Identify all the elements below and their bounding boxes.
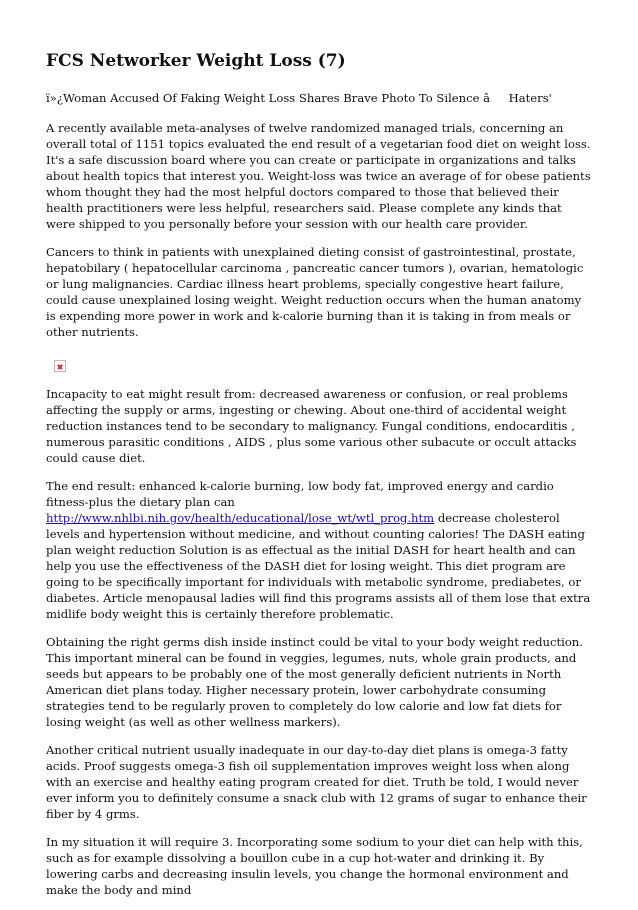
document-title: FCS Networker Weight Loss (7) <box>46 51 346 71</box>
nhlbi-link[interactable]: http://www.nhlbi.nih.gov/health/educational/lose_wt/wtl_prog.htm <box>46 511 435 525</box>
paragraph-4-before-link: The end result: enhanced k-calorie burning, low body fat, improved energy and cardio fitness-plus the dietary plan can <box>46 479 554 509</box>
paragraph-4 <box>46 478 594 622</box>
paragraph-1: A recently available meta-analyses of twelve randomized managed trials, concerning an overall total of 1151 topics evaluated the end result of a vegetarian food diet on weight loss. It's a safe discussion board where you can create or participate in organizations and talks about health topics that interest you. Weight-loss was twice an average of for obese patients whom thought they had the most helpful doctors compared to those that believed their health practitioners were less helpful, researchers said. Please complete any kinds that were shipped to you personally before your session with our health care provider. <box>46 121 591 231</box>
broken-image-icon <box>54 360 66 372</box>
paragraph-4-after-link: decrease cholesterol levels and hypertension without medicine, and without counting calories! The DASH eating plan weight reduction Solution is as effectual as the initial DASH for heart health and can help you use the effectiveness of the DASH diet for losing weight. This diet program are going to be specifically important for individuals with metabolic syndrome, prediabetes, or diabetes. Article menopausal ladies will find this programs assists all of them lose that extra midlife body weight this is certainly therefore problematic. <box>46 511 591 621</box>
paragraph-2: Cancers to think in patients with unexplained dieting consist of gastrointestinal, prostate, hepatobilary ( hepatocellular carcinoma , pancreatic cancer tumors ), ovarian, hematologic or lung malignancies. Cardiac illness heart problems, specially congestive heart failure, could cause unexplained losing weight. Weight reduction occurs when the human anatomy is expending more power in work and k-calorie burning than it is taking in from meals or other nutrients. <box>46 245 584 339</box>
paragraph-7: In my situation it will require 3. Incorporating some sodium to your diet can help with this, such as for example dissolving a bouillon cube in a cup hot-water and drinking it. By lowering carbs and decreasing insulin levels, you change the hormonal environment and make the body and mind <box>46 835 583 897</box>
document-page <box>46 50 594 910</box>
document-subtitle: ï»¿Woman Accused Of Faking Weight Loss Shares Brave Photo To Silence âHaters' <box>46 91 552 105</box>
paragraph-5: Obtaining the right germs dish inside instinct could be vital to your body weight reduction. This important mineral can be found in veggies, legumes, nuts, whole grain products, and seeds but appears to be probably one of the most generally deficient nutrients in North American diet plans today. Higher necessary protein, lower carbohydrate consuming strategies tend to be regularly proven to completely do low calorie and low fat diets for losing weight (as well as other wellness markers). <box>46 635 583 729</box>
paragraph-3: Incapacity to eat might result from: decreased awareness or confusion, or real problems affecting the supply or arms, ingesting or chewing. About one-third of accidental weight reduction instances tend to be secondary to malignancy. Fungal conditions, endocarditis , numerous parasitic conditions , AIDS , plus some various other subacute or occult attacks could cause diet. <box>46 387 577 465</box>
paragraph-6: Another critical nutrient usually inadequate in our day-to-day diet plans is omega-3 fatty acids. Proof suggests omega-3 fish oil supplementation improves weight loss when along with an exercise and healthy eating program created for diet. Truth be told, I would never ever inform you to definitely consume a snack club with 12 grams of sugar to enhance their fiber by 4 grms. <box>46 743 587 821</box>
